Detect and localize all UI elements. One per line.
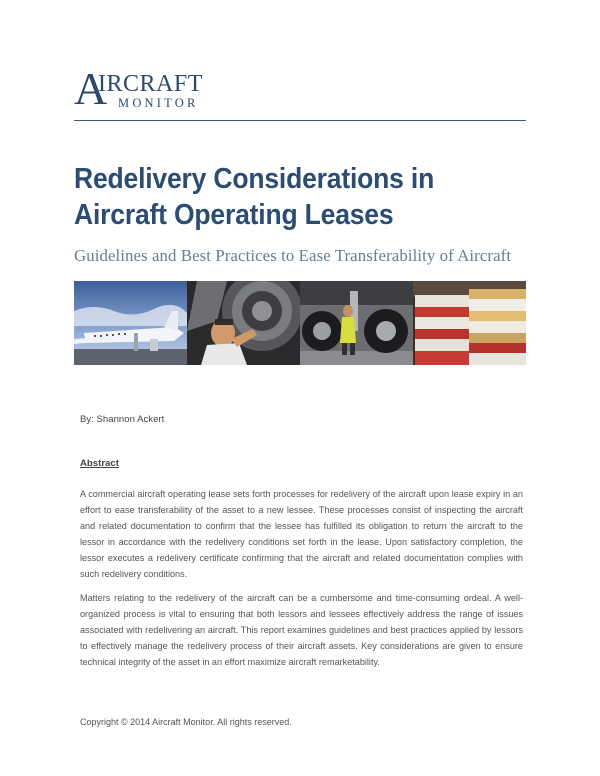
photo-strip <box>74 281 526 365</box>
abstract-heading: Abstract <box>80 458 119 469</box>
logo-letter: A <box>74 63 108 114</box>
document-subtitle: Guidelines and Best Practices to Ease Transferability of Aircraft <box>74 246 512 265</box>
document-title: Redelivery Considerations in Aircraft Operating Leases <box>74 163 435 231</box>
logo-wordmark-top: IRCRAFT <box>98 71 203 97</box>
byline: By: Shannon Ackert <box>80 414 165 425</box>
landing-gear-photo <box>300 281 413 365</box>
abstract-paragraph-1: A commercial aircraft operating lease sets forth processes for redelivery of the aircraft upon lease expiry in an effort to ease transferability of the asset to a new lessee. These processes consist of inspecting the aircraft and related documentation to confirm that the lessee has fulfilled its obligation to return the aircraft to the lessor in accordance with the redelivery conditions set forth in the lease. Upon satisfactory completion, the lessor executes a redelivery certificate confirming that the aircraft and related documentation complies with such redelivery conditions. <box>80 489 523 580</box>
engine-technician-photo <box>187 281 300 365</box>
document-files-photo <box>413 281 526 365</box>
aircraft-monitor-logo <box>74 63 224 116</box>
aircraft-photo <box>74 281 187 365</box>
header-divider <box>74 120 526 121</box>
abstract-paragraph-2: Matters relating to the redelivery of the aircraft can be a cumbersome and time-consuming ordeal. A well-organized process is vital to ensuring that both lessors and lessees effectively address the range of issues associated with redelivering an aircraft. This report examines guidelines and best practices applied by lessors to effectively manage the redelivery process of their aircraft assets. Key considerations are given to ensure technical integrity of the asset in an effort maximize aircraft remarketability. <box>80 593 523 668</box>
copyright-footer: Copyright © 2014 Aircraft Monitor. All rights reserved. <box>80 717 292 727</box>
logo-wordmark-bottom: MONITOR <box>118 96 199 110</box>
